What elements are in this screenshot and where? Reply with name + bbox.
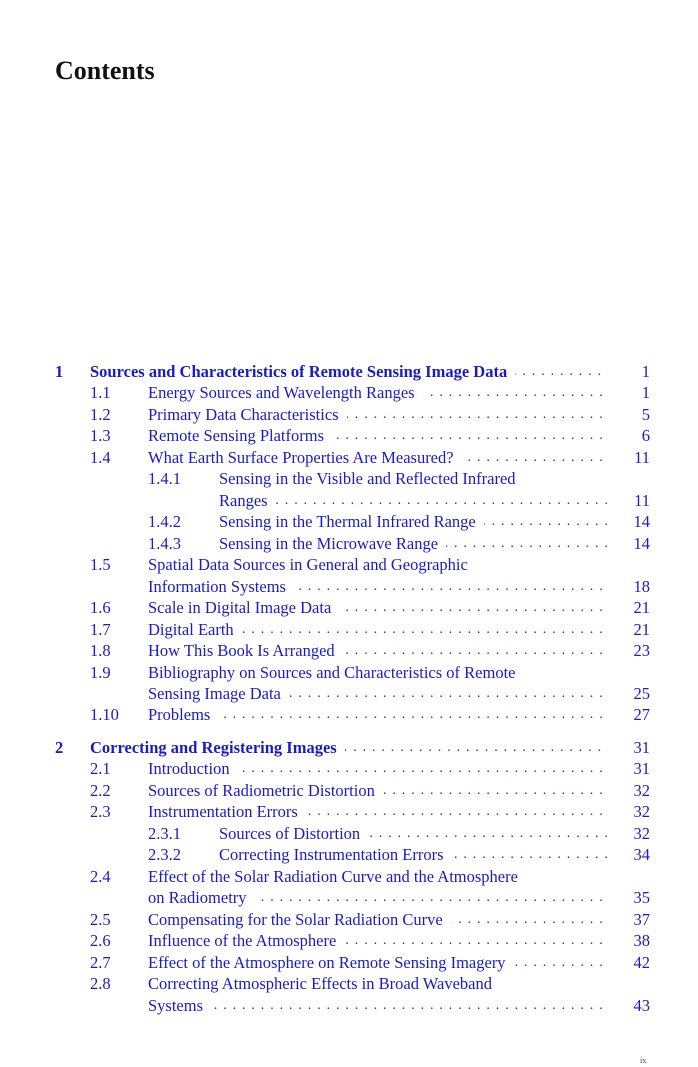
toc-entry[interactable] [90, 554, 650, 576]
toc-entry[interactable] [90, 909, 650, 931]
toc-entry-title [148, 866, 608, 888]
toc-entry-page: 25 [633, 684, 650, 703]
toc-entry-number: 1.3 [90, 426, 111, 445]
toc-entry-title-text: Spatial Data Sources in General and Geographic [148, 555, 476, 574]
toc-entry-title [148, 887, 608, 909]
toc-entry-title-text: Sources and Characteristics of Remote Sensing Image Data [90, 362, 515, 381]
toc-entry-title-text: Sources of Distortion [219, 824, 368, 843]
toc-chapter-entry[interactable] [55, 361, 650, 383]
toc-entry-title-text: Correcting and Registering Images [90, 738, 345, 757]
toc-entry-title-text: Influence of the Atmosphere [148, 931, 344, 950]
toc-entry[interactable] [90, 887, 650, 909]
toc-entry-title [148, 758, 608, 780]
toc-entry-page: 31 [633, 759, 650, 778]
toc-entry-title-text: Remote Sensing Platforms [148, 426, 332, 445]
toc-entry-page: 11 [634, 491, 650, 510]
toc-entry-title [219, 533, 608, 555]
toc-entry-page: 23 [633, 641, 650, 660]
toc-entry-title-text: Correcting Atmospheric Effects in Broad Waveband [148, 974, 500, 993]
toc-entry-title-text: Information Systems [148, 577, 294, 596]
toc-entry-title [219, 823, 608, 845]
toc-entry-number: 1.4.3 [148, 534, 181, 553]
toc-entry-page: 42 [633, 953, 650, 972]
toc-entry-title [148, 576, 608, 598]
toc-entry[interactable] [90, 683, 650, 705]
toc-entry[interactable] [90, 952, 650, 974]
toc-entry-page: 21 [633, 598, 650, 617]
toc-entry-page: 35 [633, 888, 650, 907]
toc-entry-number: 1.4.1 [148, 469, 181, 488]
toc-entry[interactable] [90, 866, 650, 888]
toc-entry-number: 1.8 [90, 641, 111, 660]
toc-entry-page: 32 [633, 824, 650, 843]
toc-entry-title-text: Ranges [219, 491, 276, 510]
toc-entry-number: 2.6 [90, 931, 111, 950]
toc-entry-number: 1.9 [90, 663, 111, 682]
toc-entry-number: 2 [55, 738, 64, 757]
toc-entry-number: 2.4 [90, 867, 111, 886]
toc-entry-title-text: Instrumentation Errors [148, 802, 306, 821]
toc-entry[interactable] [148, 823, 650, 845]
toc-entry-title [219, 468, 608, 490]
toc-entry-page: 37 [633, 910, 650, 929]
toc-entry-title [219, 490, 608, 512]
toc-entry[interactable] [90, 404, 650, 426]
toc-entry-number: 1.4 [90, 448, 111, 467]
toc-entry-title [148, 801, 608, 823]
toc-entry[interactable] [90, 973, 650, 995]
toc-entry-page: 1 [641, 362, 650, 381]
toc-entry-title [219, 844, 608, 866]
toc-entry-title [148, 930, 608, 952]
toc-entry-page: 38 [633, 931, 650, 950]
toc-entry[interactable] [148, 490, 650, 512]
toc-entry-title [148, 780, 608, 802]
toc-entry[interactable] [90, 597, 650, 619]
toc-entry[interactable] [148, 844, 650, 866]
toc-entry[interactable] [90, 780, 650, 802]
toc-entry-page: 43 [633, 996, 650, 1015]
toc-entry-title [148, 704, 608, 726]
toc-entry-title-text: Effect of the Atmosphere on Remote Sensing Imagery [148, 953, 514, 972]
toc-entry[interactable] [90, 619, 650, 641]
toc-entry[interactable] [90, 758, 650, 780]
toc-entry-title-text: Problems [148, 705, 218, 724]
toc-entry-page: 32 [633, 781, 650, 800]
toc-entry-title [148, 973, 608, 995]
toc-entry-title-text: on Radiometry [148, 888, 255, 907]
toc-entry-page: 32 [633, 802, 650, 821]
toc-entry-title-text: Scale in Digital Image Data [148, 598, 339, 617]
page-folio: ix [640, 1056, 647, 1065]
toc-entry-number: 1.10 [90, 705, 119, 724]
toc-entry-page: 31 [633, 738, 650, 757]
toc-entry-title [148, 554, 608, 576]
toc-entry[interactable] [148, 533, 650, 555]
toc-entry-number: 2.3.1 [148, 824, 181, 843]
toc-entry-title-text: Digital Earth [148, 620, 242, 639]
toc-entry-page: 11 [634, 448, 650, 467]
toc-entry-title [148, 425, 608, 447]
toc-entry-title [148, 404, 608, 426]
toc-entry-page: 5 [641, 405, 650, 424]
toc-entry-title-text: Sources of Radiometric Distortion [148, 781, 383, 800]
toc-entry-number: 2.8 [90, 974, 111, 993]
toc-entry[interactable] [148, 468, 650, 490]
toc-entry-title [148, 662, 608, 684]
toc-entry-number: 1.7 [90, 620, 111, 639]
toc-entry-page: 34 [633, 845, 650, 864]
toc-entry[interactable] [90, 576, 650, 598]
toc-entry-title [148, 995, 608, 1017]
toc-entry[interactable] [90, 382, 650, 404]
toc-entry-page: 1 [641, 383, 650, 402]
toc-entry-number: 1.6 [90, 598, 111, 617]
toc-chapter-entry[interactable] [55, 737, 650, 759]
toc-entry-number: 2.7 [90, 953, 111, 972]
toc-entry-title-text: What Earth Surface Properties Are Measured? [148, 448, 462, 467]
toc-entry[interactable] [90, 704, 650, 726]
toc-entry[interactable] [90, 640, 650, 662]
toc-entry-title [148, 447, 608, 469]
toc-entry-title-text: How This Book Is Arranged [148, 641, 343, 660]
toc-entry-title [219, 511, 608, 533]
toc-entry-page: 18 [633, 577, 650, 596]
toc-entry-title [148, 683, 608, 705]
toc-entry-title-text: Sensing in the Microwave Range [219, 534, 446, 553]
toc-entry-title [148, 640, 608, 662]
toc-entry-title [90, 737, 608, 759]
toc-entry-title-text: Compensating for the Solar Radiation Curve [148, 910, 451, 929]
toc-entry-title-text: Correcting Instrumentation Errors [219, 845, 452, 864]
toc-entry-title [148, 909, 608, 931]
toc-entry-title [148, 952, 608, 974]
toc-entry-number: 2.1 [90, 759, 111, 778]
toc-entry-title-text: Bibliography on Sources and Characteristics of Remote [148, 663, 524, 682]
toc-entry-page: 21 [633, 620, 650, 639]
toc-entry-number: 1.1 [90, 383, 111, 402]
toc-entry-page: 6 [641, 426, 650, 445]
toc-entry-title-text: Energy Sources and Wavelength Ranges [148, 383, 423, 402]
toc-entry-number: 1.5 [90, 555, 111, 574]
toc-entry-title-text: Sensing Image Data [148, 684, 289, 703]
toc-entry[interactable] [90, 995, 650, 1017]
toc-entry-title-text: Systems [148, 996, 211, 1015]
toc-entry-number: 1.4.2 [148, 512, 181, 531]
toc-entry-title [148, 619, 608, 641]
toc-entry-title-text: Sensing in the Thermal Infrared Range [219, 512, 484, 531]
toc-entry[interactable] [90, 801, 650, 823]
toc-entry-number: 2.3.2 [148, 845, 181, 864]
toc-entry[interactable] [90, 662, 650, 684]
toc-entry-title-text: Sensing in the Visible and Reflected Infrared [219, 469, 524, 488]
toc-entry-title-text: Primary Data Characteristics [148, 405, 347, 424]
toc-entry-number: 2.2 [90, 781, 111, 800]
toc-entry-title-text: Effect of the Solar Radiation Curve and the Atmosphere [148, 867, 526, 886]
toc-entry-title [148, 382, 608, 404]
toc-entry-title [90, 361, 608, 383]
toc-entry-number: 2.5 [90, 910, 111, 929]
toc-entry-title [148, 597, 608, 619]
toc-entry[interactable] [148, 511, 650, 533]
toc-entry-number: 1 [55, 362, 64, 381]
toc-entry-title-text: Introduction [148, 759, 238, 778]
toc-entry[interactable] [90, 930, 650, 952]
toc-entry-page: 27 [633, 705, 650, 724]
page-title: Contents [55, 56, 155, 85]
toc-entry[interactable] [90, 425, 650, 447]
toc-entry-page: 14 [633, 512, 650, 531]
toc-entry-number: 2.3 [90, 802, 111, 821]
toc-entry-number: 1.2 [90, 405, 111, 424]
toc-entry[interactable] [90, 447, 650, 469]
toc-entry-page: 14 [633, 534, 650, 553]
